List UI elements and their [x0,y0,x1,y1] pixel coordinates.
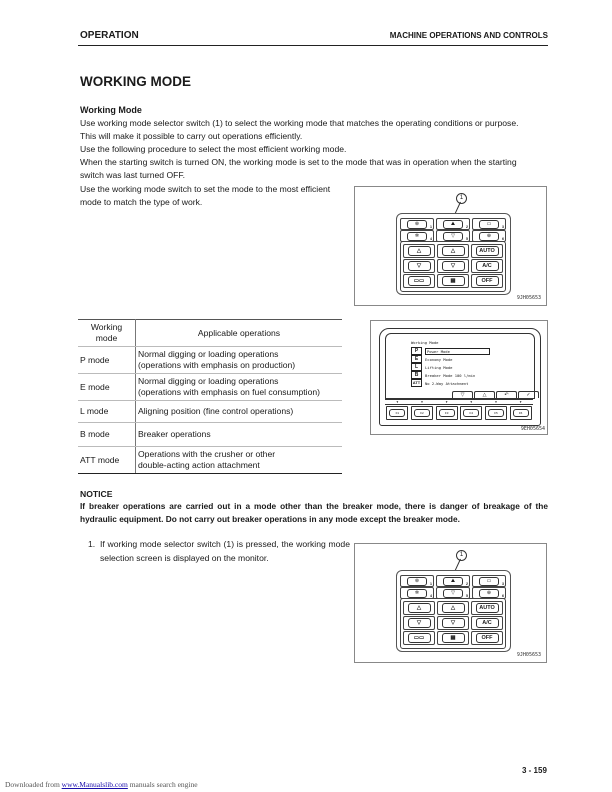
function-keys [385,406,533,420]
switch-icon: ✲ [407,232,427,241]
intro-line: Use the following procedure to select the most efficient working mode. [80,144,347,154]
switch-column [470,601,503,646]
switch-column [436,601,469,646]
f6-key [510,406,532,420]
operations-line: (operations with emphasis on fuel consumption) [138,387,320,397]
table-row [78,347,342,374]
down-button [403,259,435,273]
ac-button [471,616,503,630]
intro-line: When the starting switch is turned ON, the working mode is set to the mode that was in operation when the starting [80,157,517,167]
switch-column [436,244,469,289]
monitor-screen-title: Working Mode [411,340,439,345]
page-number: 3 - 159 [522,766,547,775]
down-arrow-icon: ▽ [442,261,465,271]
check-icon: ✓ [518,391,539,398]
procedure-step [88,537,350,565]
switch-column [402,601,435,646]
working-mode-icon: ⛰ [443,577,463,586]
switch-icon: ✲ [407,589,427,598]
vent-button [403,631,435,645]
intro-line: This will make it possible to carry out operations efficiently. [80,131,303,141]
return-icon: ↶ [496,391,517,398]
operations-line: Normal digging or loading operations [138,376,279,386]
f4-key [460,406,482,420]
operations-cell [136,374,343,401]
mode-label-selected: Power Mode [425,348,490,355]
switch-row [400,218,506,230]
operations-line: Normal digging or loading operations [138,349,279,359]
switch-number: 4 [430,594,432,598]
figure-code: 9JH05653 [516,652,541,658]
triangle-marker-icon: ▼ [494,400,498,404]
column-header-operations: Applicable operations [136,320,343,347]
table-row [78,447,342,474]
fkey-label: F1 [389,409,405,417]
switch-button [472,575,506,587]
header-chapter: MACHINE OPERATIONS AND CONTROLS [389,31,548,40]
step-number: 1. [88,539,96,549]
switch-number: 5 [466,594,468,598]
fkey-label: F5 [488,409,504,417]
up-button [403,601,435,615]
recirculate-icon: ▦ [442,633,465,643]
mode-label: Breaker Mode 100 l/min [425,372,476,378]
f2-key [411,406,433,420]
notice-body: If breaker operations are carried out in a mode other than the breaker mode, there is danger of breakage of the hydraulic equipment. Do not carry out breaker operations in any mode except the breaker mode. [80,501,548,524]
step-text: If working mode selector switch (1) is pressed, the working mode selection screen is displayed on the monitor. [100,539,350,563]
mode-cell: B mode [78,423,136,447]
switch-icon: ⊕ [479,232,499,241]
switch-number: 6 [502,594,504,598]
switch-panel-figure [354,186,547,306]
header-divider [78,45,548,46]
down-arrow-icon: ▽ [408,261,431,271]
mode-label: No 2-Way Attachment [425,380,469,386]
callout-marker: 1 [456,550,467,561]
mode-label: Lifting Mode [425,364,453,370]
mode-list-item [411,379,468,387]
table-row [78,374,342,401]
up-arrow-icon: △ [442,246,465,256]
mode-cell: ATT mode [78,447,136,474]
switch-number: 4 [430,237,432,241]
up-arrow-icon: △ [408,246,431,256]
section-subtitle: Working Mode [80,105,142,115]
breaker-mode-icon: B [411,371,422,379]
triangle-marker-icon: ▼ [469,400,473,404]
download-footer [5,780,198,789]
economy-mode-icon: E [411,355,422,363]
triangle-marker-icon: ▼ [519,400,523,404]
fkey-indicator-row [385,399,533,405]
auto-button [471,244,503,258]
switch-button [400,218,434,230]
operations-cell [136,447,343,474]
switch-panel [396,570,511,652]
working-mode-selector-switch [436,218,470,230]
down-button [437,616,469,630]
callout-marker: 1 [456,193,467,204]
monitor-housing [379,328,541,426]
switch-panel-figure-2 [354,543,547,663]
up-button [437,244,469,258]
working-mode-selector-switch [436,575,470,587]
ac-button [471,259,503,273]
triangle-marker-icon: ▼ [420,400,424,404]
table-row [78,401,342,423]
ac-label: A/C [476,618,499,628]
up-arrow-icon: △ [474,391,495,398]
recirc-button [437,631,469,645]
figure-code: 9EH05654 [520,426,545,432]
switch-column [470,244,503,289]
intro-line: switch was last turned OFF. [80,170,186,180]
switch-panel [396,213,511,295]
footer-suffix: manuals search engine [127,780,198,789]
down-button [403,616,435,630]
switch-icon: ⊛ [407,220,427,229]
switch-number: 2 [466,582,468,586]
switch-number: 6 [502,237,504,241]
mode-label: Economy Mode [425,356,453,362]
softkey-labels [452,391,539,398]
aircon-panel [400,241,506,292]
ac-label: A/C [476,261,499,271]
f1-key [386,406,408,420]
switch-icon: ▭ [479,577,499,586]
triangle-marker-icon: ▼ [395,400,399,404]
recirc-button [437,274,469,288]
operations-line: Aligning position (fine control operations) [138,406,294,416]
switch-icon: ⊛ [407,577,427,586]
switch-icon: ▭ [479,220,499,229]
mode-list-item [411,363,452,371]
intro-line: mode to match the type of work. [80,197,203,207]
header-section: OPERATION [80,30,139,41]
up-arrow-icon: △ [442,603,465,613]
switch-column [402,244,435,289]
operations-line: Breaker operations [138,429,211,439]
switch-number: 1 [430,582,432,586]
monitor-figure [370,320,548,435]
operations-line: double-acting action attachment [138,460,260,470]
intro-line: Use the working mode switch to set the mode to the most efficient [80,184,331,194]
switch-number: 3 [502,582,504,586]
fkey-label: F4 [463,409,479,417]
operations-cell [136,423,343,447]
attachment-mode-icon: ATT [412,380,421,385]
operations-cell [136,401,343,423]
off-label: OFF [476,633,499,643]
down-arrow-icon: ▽ [408,618,431,628]
auto-button [471,601,503,615]
operations-line: (operations with emphasis on production) [138,360,296,370]
f3-key [436,406,458,420]
off-button [471,274,503,288]
wiper-icon: ▽ [443,232,463,241]
working-mode-table [78,319,342,474]
switch-icon: ⊕ [479,589,499,598]
up-button [437,601,469,615]
vent-icon: ▭▭ [408,276,431,286]
switch-row [400,575,506,587]
working-mode-icon: ⛰ [443,220,463,229]
up-button [403,244,435,258]
monitor-screen [385,333,535,399]
auto-label: AUTO [476,603,499,613]
switch-number: 3 [502,225,504,229]
intro-paragraph-2 [80,183,350,209]
operations-line: Operations with the crusher or other [138,449,276,459]
intro-line: Use working mode selector switch (1) to select the working mode that matches the operating conditions or purpose. [80,118,519,128]
aircon-panel [400,598,506,649]
off-button [471,631,503,645]
vent-icon: ▭▭ [408,633,431,643]
switch-number: 5 [466,237,468,241]
switch-number: 1 [430,225,432,229]
mode-list-item [411,371,475,379]
up-arrow-icon: △ [408,603,431,613]
footer-prefix: Downloaded from [5,780,62,789]
mode-list-item [411,347,490,355]
off-label: OFF [476,276,499,286]
fkey-label: F2 [414,409,430,417]
intro-paragraph [80,117,550,182]
mode-cell: P mode [78,347,136,374]
mode-cell: L mode [78,401,136,423]
triangle-marker-icon: ▼ [445,400,449,404]
recirculate-icon: ▦ [442,276,465,286]
table-row [78,423,342,447]
mode-list-item [411,355,452,363]
power-mode-icon: P [411,347,422,355]
switch-number: 2 [466,225,468,229]
figure-code: 9JH05653 [516,295,541,301]
down-button [437,259,469,273]
table-header-row [78,320,342,347]
switch-button [472,218,506,230]
mode-cell: E mode [78,374,136,401]
down-arrow-icon: ▽ [442,618,465,628]
notice-heading: NOTICE [80,489,113,499]
manualslib-link[interactable]: www.Manualslib.com [61,780,128,789]
auto-label: AUTO [476,246,499,256]
f5-key [485,406,507,420]
switch-button [400,575,434,587]
column-header-mode: Working mode [78,320,136,347]
wiper-icon: ▽ [443,589,463,598]
down-arrow-icon: ▽ [452,391,473,398]
fkey-label: F3 [439,409,455,417]
fkey-label: F6 [513,409,529,417]
vent-button [403,274,435,288]
lifting-mode-icon: L [411,363,422,371]
page-title: WORKING MODE [80,74,191,89]
operations-cell [136,347,343,374]
